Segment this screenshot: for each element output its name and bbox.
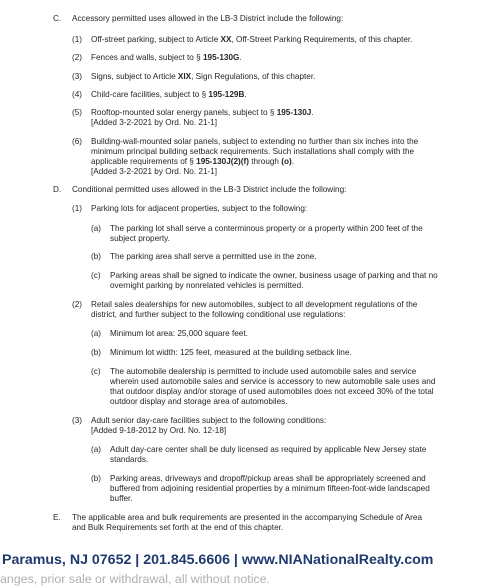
item-number: (6): [72, 137, 83, 146]
list-item: Child-care facilities, subject to § 195-129B.: [91, 90, 247, 99]
list-item-line: applicable requirements of § 195-130J(2)(f) through (o).: [91, 157, 295, 166]
subitem-letter: (b): [91, 474, 102, 483]
subitem-line: wherein used automobile sales and service is accessory to new automobile sale uses and: [110, 377, 436, 386]
item-number: (3): [72, 72, 83, 81]
subitem-line: The parking area shall serve a permitted use in the zone.: [110, 252, 317, 261]
list-item-line: minimum principal building setback requirements. Such installations shall comply with the: [91, 147, 415, 156]
subitem-letter: (c): [91, 271, 101, 280]
list-item-line: Adult senior day-care facilities subject to the following conditions:: [91, 416, 327, 425]
footer-contact: Paramus, NJ 07652 | 201.845.6606 | www.NIANationalRealty.com: [2, 552, 434, 568]
item-number: (2): [72, 300, 83, 309]
section-e-line: The applicable area and bulk requirements are presented in the accompanying Schedule of Area: [72, 513, 423, 522]
subitem-line: overnight parking by nonrelated vehicles is permitted.: [110, 281, 304, 290]
amendment-note: [Added 3-2-2021 by Ord. No. 21-1]: [91, 167, 218, 176]
section-e-line: and Bulk Requirements set forth at the end of this chapter.: [72, 523, 284, 532]
subitem-line: Parking areas, driveways and dropoff/pickup areas shall be appropriately screened and: [110, 474, 426, 483]
subitem-letter: (c): [91, 367, 101, 376]
subitem-letter: (a): [91, 445, 102, 454]
subitem-line: Minimum lot width: 125 feet, measured at the building setback line.: [110, 348, 352, 357]
list-item: Parking lots for adjacent properties, subject to the following:: [91, 204, 308, 213]
subitem-letter: (a): [91, 224, 102, 233]
item-number: (1): [72, 204, 83, 213]
subitem-letter: (a): [91, 329, 102, 338]
subitem-line: Minimum lot area: 25,000 square feet.: [110, 329, 248, 338]
section-c-intro: Accessory permitted uses allowed in the LB-3 District include the following:: [72, 14, 344, 23]
list-item: Rooftop-mounted solar energy panels, subject to § 195-130J.: [91, 108, 314, 117]
item-number: (4): [72, 90, 83, 99]
amendment-note: [Added 3-2-2021 by Ord. No. 21-1]: [91, 118, 218, 127]
section-c-marker: C.: [53, 14, 62, 23]
list-item: Off-street parking, subject to Article XX, Off-Street Parking Requirements, of this chapter.: [91, 35, 413, 44]
subitem-line: subject property.: [110, 234, 170, 243]
footer-disclaimer: anges, prior sale or withdrawal, all without notice.: [0, 572, 270, 586]
subitem-line: outdoor display and storage area of automobiles.: [110, 397, 288, 406]
list-item: Fences and walls, subject to § 195-130G.: [91, 53, 242, 62]
subitem-line: buffer.: [110, 494, 133, 503]
item-number: (5): [72, 108, 83, 117]
subitem-line: Parking areas shall be signed to indicate the owner, business usage of parking and that no: [110, 271, 438, 280]
section-d-intro: Conditional permitted uses allowed in the LB-3 District include the following:: [72, 185, 347, 194]
list-item-line: district, and further subject to the following conditional use regulations:: [91, 310, 346, 319]
subitem-line: The parking lot shall serve a conterminous property or a property within 200 feet of the: [110, 224, 423, 233]
list-item-line: Building-wall-mounted solar panels, subject to extending no further than six inches into the: [91, 137, 419, 146]
subitem-line: standards.: [110, 455, 149, 464]
section-e-marker: E.: [53, 513, 61, 522]
subitem-line: buffered from adjoining residential properties by a minimum fifteen-foot-wide landscaped: [110, 484, 430, 493]
subitem-line: that outdoor display and/or storage of used automobiles does not exceed 30% of the total: [110, 387, 434, 396]
list-item: Signs, subject to Article XIX, Sign Regulations, of this chapter.: [91, 72, 316, 81]
item-number: (1): [72, 35, 83, 44]
amendment-note: [Added 9-18-2012 by Ord. No. 12-18]: [91, 426, 227, 435]
section-d-marker: D.: [53, 185, 62, 194]
subitem-line: The automobile dealership is permitted to include used automobile sales and service: [110, 367, 417, 376]
list-item-line: Retail sales dealerships for new automobiles, subject to all development regulations of the: [91, 300, 418, 309]
item-number: (2): [72, 53, 83, 62]
subitem-line: Adult day-care center shall be duly licensed as required by applicable New Jersey state: [110, 445, 427, 454]
item-number: (3): [72, 416, 83, 425]
subitem-letter: (b): [91, 348, 102, 357]
subitem-letter: (b): [91, 252, 102, 261]
